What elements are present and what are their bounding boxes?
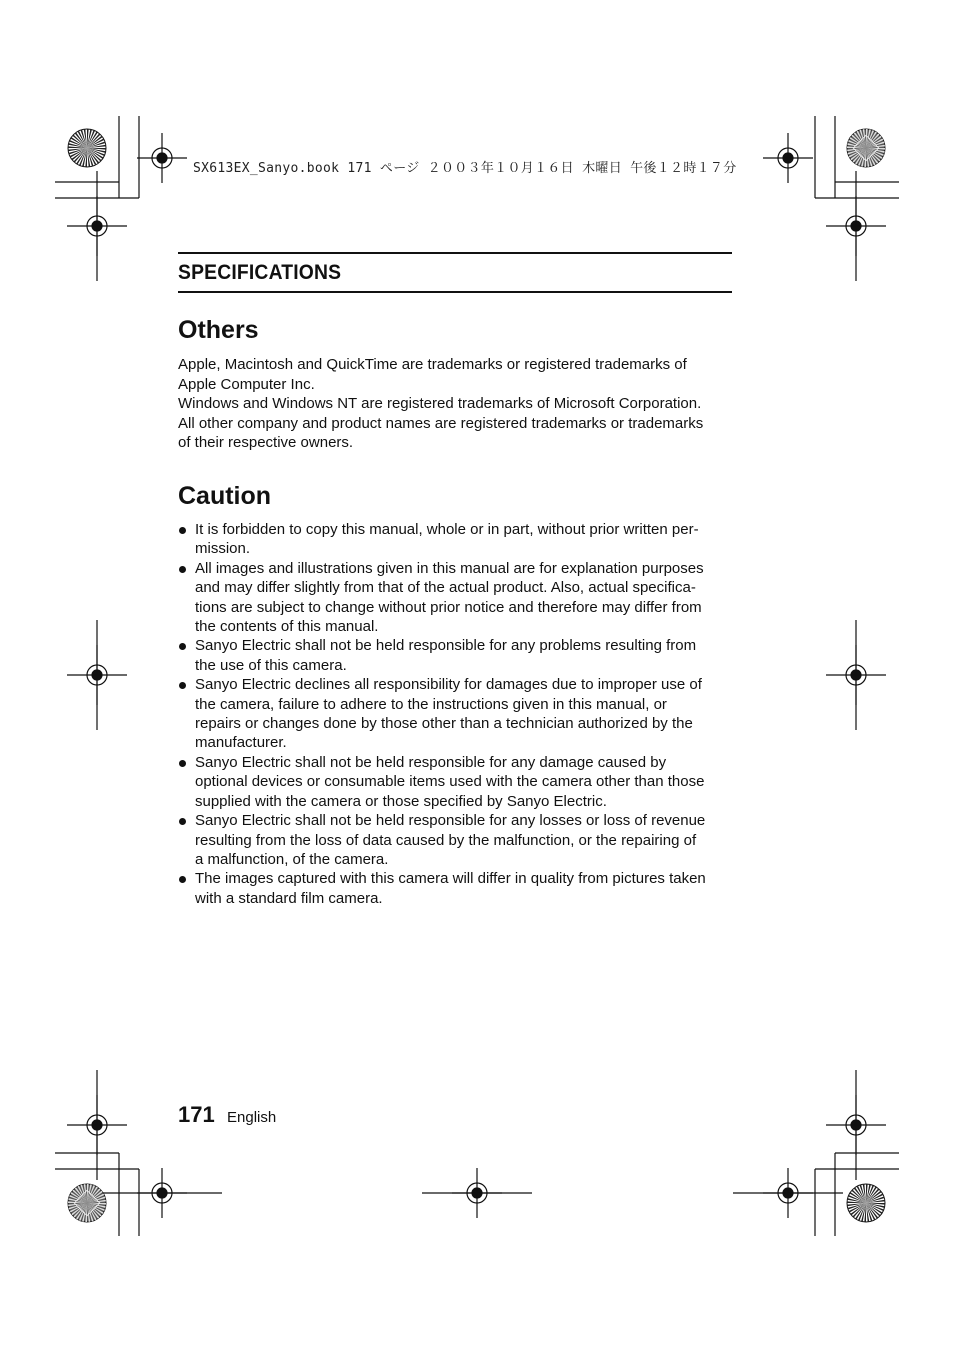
header-rule-bottom — [178, 291, 732, 293]
others-paragraph — [178, 355, 734, 453]
color-bar-starburst-icon — [68, 1184, 106, 1222]
color-bar-starburst-icon — [847, 129, 885, 167]
list-item: Sanyo Electric declines all responsibility for damages due to improper use of the camera, failure to adhere to the instructions given in this manual, or repairs or changes done by those other than a technician authorized by the manufacturer. — [178, 675, 734, 753]
text-line: Apple, Macintosh and QuickTime are trademarks or registered trademarks of — [178, 356, 687, 373]
bullet-icon — [179, 760, 186, 767]
header-rule-top — [178, 252, 732, 254]
list-item: It is forbidden to copy this manual, whole or in part, without prior written per- mission. — [178, 520, 734, 559]
bullet-icon — [179, 818, 186, 825]
section-title: SPECIFICATIONS — [178, 261, 342, 284]
registration-mark-icon — [137, 133, 187, 183]
list-item: Sanyo Electric shall not be held responsible for any losses or loss of revenue resulting from the loss of data caused by the malfunction, or the repairing of a malfunction, of the camera. — [178, 811, 734, 869]
list-item: Sanyo Electric shall not be held responsible for any damage caused by optional devices or consumable items used with the camera other than those supplied with the camera or those specified by Sanyo Electric. — [178, 753, 734, 811]
caution-heading: Caution — [178, 482, 272, 510]
color-bar-starburst-icon — [68, 129, 106, 167]
bullet-icon — [179, 527, 186, 534]
bullet-icon — [179, 566, 186, 573]
caution-list — [178, 520, 734, 908]
page-number: 171 — [178, 1102, 215, 1127]
bullet-icon — [179, 643, 186, 650]
list-item: The images captured with this camera will differ in quality from pictures taken with a standard film camera. — [178, 869, 734, 908]
list-item: All images and illustrations given in this manual are for explanation purposes and may differ slightly from that of the actual product. Also, actual specifica- tions are subject to change without prior notice and therefore may differ from the contents of this manual. — [178, 559, 734, 637]
text-line: Apple Computer Inc. — [178, 375, 315, 393]
color-bar-starburst-icon — [847, 1184, 885, 1222]
bullet-icon — [179, 876, 186, 883]
list-item: Sanyo Electric shall not be held responsible for any problems resulting from the use of this camera. — [178, 636, 734, 675]
bullet-icon — [179, 682, 186, 689]
text-line: All other company and product names are registered trademarks or trademarks — [178, 414, 704, 432]
page-language: English — [227, 1109, 277, 1126]
others-heading: Others — [178, 316, 259, 344]
text-line: Windows and Windows NT are registered trademarks of Microsoft Corporation. — [178, 395, 702, 412]
text-line: of their respective owners. — [178, 434, 354, 451]
print-slug: SX613EX_Sanyo.book 171 ページ ２００３年１０月１６日 木曜日 午後１２時１７分 — [193, 161, 737, 176]
